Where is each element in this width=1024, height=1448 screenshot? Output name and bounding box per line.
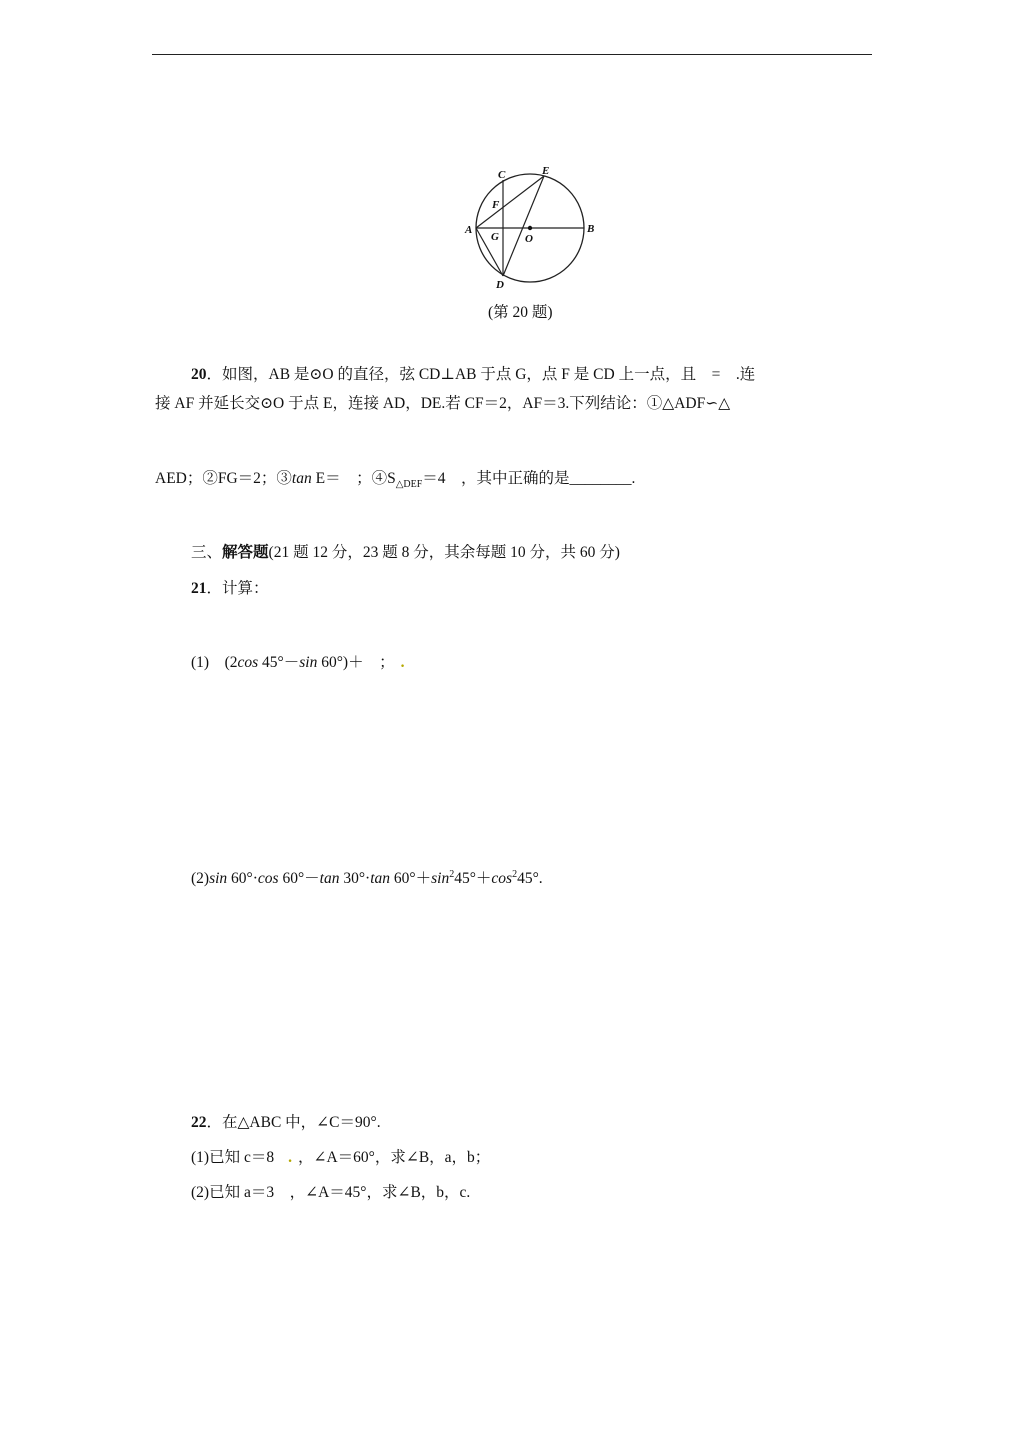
q21-p2-sin2: sin — [431, 870, 450, 887]
q22-number: 22 — [191, 1114, 207, 1131]
q21-p2-sup2: 2 — [512, 868, 518, 880]
q21-p2-c: 60°－ — [278, 870, 320, 887]
q21-p2-tan2: tan — [370, 870, 391, 887]
q21-part1 — [191, 650, 404, 672]
q21-stem — [191, 576, 269, 598]
q21-p2-g: 45°. — [517, 870, 543, 887]
label-o: O — [525, 233, 533, 245]
label-e: E — [542, 165, 550, 177]
q21-p2-d: 30°· — [339, 870, 371, 887]
section3-heading — [191, 540, 620, 562]
q21-p1-cos: cos — [237, 654, 259, 671]
q21-p2-f: 45°＋ — [454, 870, 492, 887]
q21-p1-c: 60°)＋ ； — [317, 654, 395, 671]
q22-stem-text: ．在△ABC 中，∠C＝90°. — [206, 1114, 381, 1131]
q21-p1-a: (1) (2 — [191, 654, 238, 671]
q21-p2-sup1: 2 — [449, 868, 455, 880]
q22-stem — [191, 1110, 381, 1132]
q20-line3-c: ＝4 ，其中正确的是________. — [422, 470, 636, 487]
geometry-diagram — [452, 158, 612, 292]
circle-figure — [452, 158, 612, 292]
q20-line3-sub: △DEF — [395, 479, 423, 491]
q21-p1-dot: . — [400, 654, 405, 671]
q20-number: 20 — [191, 366, 207, 383]
label-a: A — [465, 224, 473, 236]
section3-title: 解答题 — [222, 544, 269, 561]
q21-part2 — [191, 866, 543, 888]
q22-p1-dot: . — [288, 1149, 292, 1166]
header-rule — [152, 54, 872, 55]
q22-p1-a: (1)已知 c＝8 — [191, 1149, 275, 1166]
q21-p2-cos: cos — [257, 870, 279, 887]
q20-line3-tan: tan — [291, 470, 312, 487]
q21-p1-sin: sin — [299, 654, 318, 671]
q21-number: 21 — [191, 580, 207, 597]
label-g: G — [491, 231, 499, 243]
q21-p2-tan1: tan — [319, 870, 340, 887]
q20-line2: 接 AF 并延长交⊙O 于点 E，连接 AD，DE.若 CF＝2，AF＝3.下列结论：①△ADF∽△ — [155, 395, 731, 412]
q21-p2-pre: (2) — [191, 870, 210, 887]
label-c: C — [498, 169, 506, 181]
q21-p2-cos2: cos — [491, 870, 513, 887]
section3-prefix: 三、 — [191, 544, 223, 561]
q20-line3-b: E＝ ；④S — [311, 470, 396, 487]
q21-p2-b: 60°· — [227, 870, 258, 887]
label-f: F — [492, 199, 500, 211]
q21-p2-e: 60°＋ — [390, 870, 432, 887]
section3-detail: (21 题 12 分，23 题 8 分，其余每题 10 分，共 60 分) — [268, 544, 620, 561]
figure-caption: (第 20 题) — [488, 304, 553, 321]
label-b: B — [587, 223, 595, 235]
q21-p2-sin: sin — [209, 870, 228, 887]
q22-p1-b: ，∠A＝60°，求∠B，a，b； — [297, 1149, 491, 1166]
q20-line1 — [191, 362, 755, 384]
q20-text1: ．如图，AB 是⊙O 的直径，弦 CD⊥AB 于点 G，点 F 是 CD 上一点，且 = .连 — [206, 366, 756, 383]
q21-p1-b: 45°－ — [258, 654, 300, 671]
q21-label: ．计算： — [206, 580, 269, 597]
q22-part1 — [191, 1145, 490, 1167]
center-point — [528, 226, 532, 230]
q20-line3 — [155, 466, 635, 490]
q22-part2: (2)已知 a＝3 ，∠A＝45°，求∠B，b，c. — [191, 1184, 471, 1201]
q20-line3-a: AED；②FG＝2；③ — [155, 470, 292, 487]
label-d: D — [496, 279, 504, 291]
